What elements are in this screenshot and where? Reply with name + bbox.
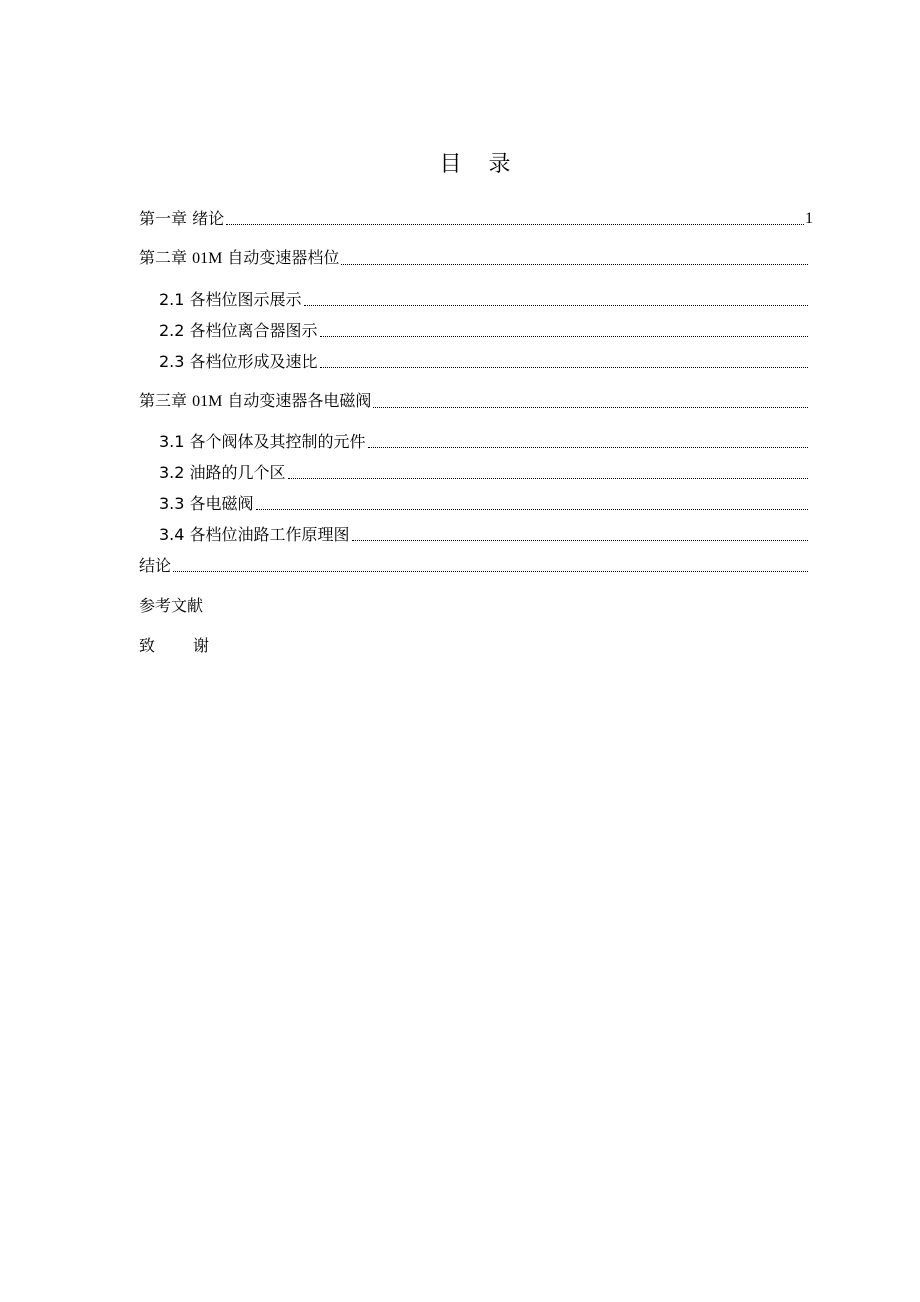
dot-leader <box>226 224 804 225</box>
toc-entry-label <box>139 391 371 412</box>
toc-entry-label: 参考文献 <box>139 596 204 615</box>
toc-entry-chapter-2[interactable] <box>139 245 813 269</box>
dot-leader <box>373 407 808 408</box>
dot-leader <box>256 509 808 510</box>
dot-leader <box>352 540 808 541</box>
dot-leader <box>304 305 808 306</box>
toc-entry-label: 2.3 各档位形成及速比 <box>159 352 318 371</box>
toc-title: 目 录 <box>439 152 521 177</box>
toc-entry-label-prefix: 第二章 <box>139 248 193 267</box>
toc-entry-label-suffix: 自动变速器档位 <box>222 248 340 267</box>
toc-entry-section-2-1[interactable] <box>159 286 813 310</box>
toc-entry-label: 3.2 油路的几个区 <box>159 463 286 482</box>
dot-leader <box>288 478 808 479</box>
toc-entry-label: 2.2 各档位离合器图示 <box>159 321 318 340</box>
toc-entry-label-code: 01M <box>192 250 223 267</box>
toc-entry-label-first-char: 致 <box>139 636 156 655</box>
dot-leader <box>173 571 808 572</box>
toc-entry-section-3-2[interactable] <box>159 459 813 483</box>
toc-entry-acknowledgements[interactable] <box>139 632 813 656</box>
dot-leader <box>320 367 808 368</box>
toc-entry-label: 3.1 各个阀体及其控制的元件 <box>159 432 366 451</box>
toc-entry-label <box>139 248 339 269</box>
toc-entry-label-second-char: 谢 <box>193 636 210 655</box>
toc-entry-label: 第一章 绪论 <box>139 209 225 228</box>
toc-entry-label: 2.1 各档位图示展示 <box>159 290 302 309</box>
toc-entry-references[interactable] <box>139 592 813 616</box>
toc-entry-label-code: 01M <box>192 393 223 410</box>
dot-leader <box>320 336 808 337</box>
toc-entry-label: 3.4 各档位油路工作原理图 <box>159 525 350 544</box>
toc-entry-section-3-4[interactable] <box>159 521 813 545</box>
toc-entry-section-2-2[interactable] <box>159 317 813 341</box>
toc-entry-chapter-3[interactable] <box>139 388 813 412</box>
dot-leader <box>368 447 808 448</box>
toc-entry-section-3-3[interactable] <box>159 490 813 514</box>
toc-entry-chapter-1[interactable] <box>139 205 813 229</box>
toc-entry-label: 3.3 各电磁阀 <box>159 494 254 513</box>
toc-page-number: 1 <box>805 210 813 227</box>
toc-entry-section-3-1[interactable] <box>159 428 813 452</box>
toc-entry-label <box>139 636 209 656</box>
toc-entry-label: 结论 <box>139 556 172 575</box>
toc-entry-label-suffix: 自动变速器各电磁阀 <box>222 391 372 410</box>
dot-leader <box>341 264 808 265</box>
toc-entry-conclusion[interactable] <box>139 552 813 576</box>
toc-entry-section-2-3[interactable] <box>159 348 813 372</box>
toc-entry-label-prefix: 第三章 <box>139 391 193 410</box>
